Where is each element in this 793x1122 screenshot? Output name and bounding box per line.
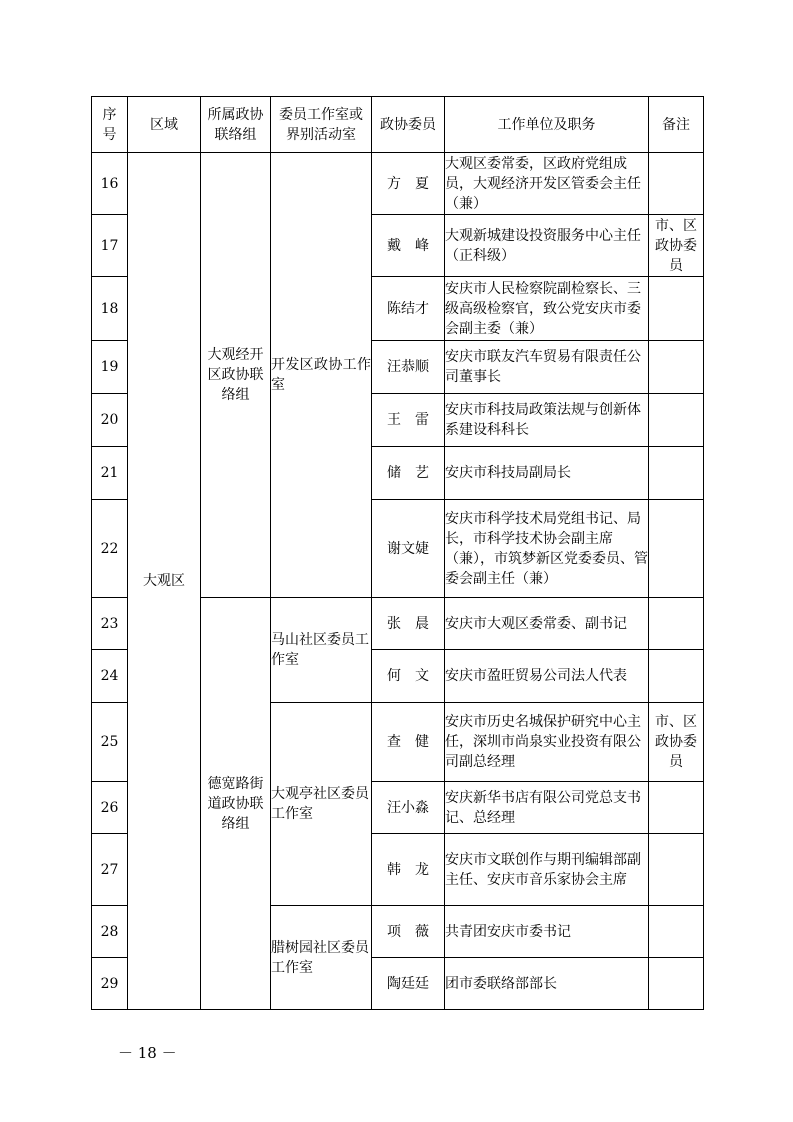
member-name: 汪恭顺	[372, 341, 445, 394]
studio-cell-2: 马山社区委员工作室	[271, 598, 372, 703]
region-cell: 大观区	[128, 153, 201, 1010]
member-roster-table	[91, 96, 704, 1010]
header-group: 所属政协联络组	[201, 97, 271, 153]
member-name: 谢文婕	[372, 500, 445, 598]
row-seq: 22	[92, 500, 128, 598]
member-unit: 安庆市文联创作与期刊编辑部副主任、安庆市音乐家协会主席	[445, 834, 649, 906]
row-seq: 18	[92, 277, 128, 341]
studio-cell-4: 腊树园社区委员工作室	[271, 906, 372, 1010]
member-name: 方 夏	[372, 153, 445, 215]
member-note	[649, 500, 704, 598]
member-name: 汪小淼	[372, 782, 445, 834]
member-name: 项 薇	[372, 906, 445, 958]
member-note	[649, 782, 704, 834]
member-name: 陈结才	[372, 277, 445, 341]
member-name: 王 雷	[372, 394, 445, 447]
header-studio: 委员工作室或界别活动室	[271, 97, 372, 153]
row-seq: 17	[92, 215, 128, 277]
studio-cell-1: 开发区政协工作室	[271, 153, 372, 598]
header-note: 备注	[649, 97, 704, 153]
header-region: 区域	[128, 97, 201, 153]
member-unit: 共青团安庆市委书记	[445, 906, 649, 958]
member-unit: 安庆市人民检察院副检察长、三级高级检察官，致公党安庆市委会副主委（兼）	[445, 277, 649, 341]
member-note	[649, 277, 704, 341]
member-name: 储 艺	[372, 447, 445, 500]
header-row	[92, 97, 704, 153]
row-seq: 24	[92, 650, 128, 703]
member-unit: 安庆市科技局政策法规与创新体系建设科科长	[445, 394, 649, 447]
member-unit: 大观区委常委，区政府党组成员，大观经济开发区管委会主任（兼）	[445, 153, 649, 215]
member-unit: 大观新城建设投资服务中心主任（正科级）	[445, 215, 649, 277]
member-name: 戴 峰	[372, 215, 445, 277]
member-unit: 安庆新华书店有限公司党总支书记、总经理	[445, 782, 649, 834]
row-seq: 25	[92, 703, 128, 782]
member-unit: 安庆市科技局副局长	[445, 447, 649, 500]
member-unit: 安庆市大观区委常委、副书记	[445, 598, 649, 650]
row-seq: 28	[92, 906, 128, 958]
member-unit: 安庆市历史名城保护研究中心主任，深圳市尚泉实业投资有限公司副总经理	[445, 703, 649, 782]
member-unit: 安庆市科学技术局党组书记、局长，市科学技术协会副主席（兼），市筑梦新区党委委员、管委会副主任（兼）	[445, 500, 649, 598]
member-note	[649, 650, 704, 703]
member-unit: 安庆市联友汽车贸易有限责任公司董事长	[445, 341, 649, 394]
group-cell-1: 大观经开区政协联络组	[201, 153, 271, 598]
member-name: 何 文	[372, 650, 445, 703]
member-unit: 安庆市盈旺贸易公司法人代表	[445, 650, 649, 703]
row-seq: 29	[92, 958, 128, 1010]
member-note	[649, 598, 704, 650]
header-seq: 序号	[92, 97, 128, 153]
member-note	[649, 447, 704, 500]
member-note: 市、区政协委员	[649, 215, 704, 277]
row-seq: 21	[92, 447, 128, 500]
header-member: 政协委员	[372, 97, 445, 153]
member-note	[649, 394, 704, 447]
row-seq: 19	[92, 341, 128, 394]
row-seq: 23	[92, 598, 128, 650]
member-note	[649, 906, 704, 958]
row-seq: 26	[92, 782, 128, 834]
header-unit: 工作单位及职务	[445, 97, 649, 153]
member-name: 查 健	[372, 703, 445, 782]
studio-cell-3: 大观亭社区委员工作室	[271, 703, 372, 906]
member-note	[649, 834, 704, 906]
member-note: 市、区政协委员	[649, 703, 704, 782]
row-seq: 27	[92, 834, 128, 906]
member-note	[649, 153, 704, 215]
table-row	[92, 153, 704, 215]
member-name: 韩 龙	[372, 834, 445, 906]
member-name: 张 晨	[372, 598, 445, 650]
member-note	[649, 958, 704, 1010]
row-seq: 20	[92, 394, 128, 447]
member-note	[649, 341, 704, 394]
group-cell-2: 德宽路街道政协联络组	[201, 598, 271, 1010]
row-seq: 16	[92, 153, 128, 215]
page-number: － 18 －	[118, 1044, 177, 1062]
member-name: 陶廷廷	[372, 958, 445, 1010]
member-unit: 团市委联络部部长	[445, 958, 649, 1010]
